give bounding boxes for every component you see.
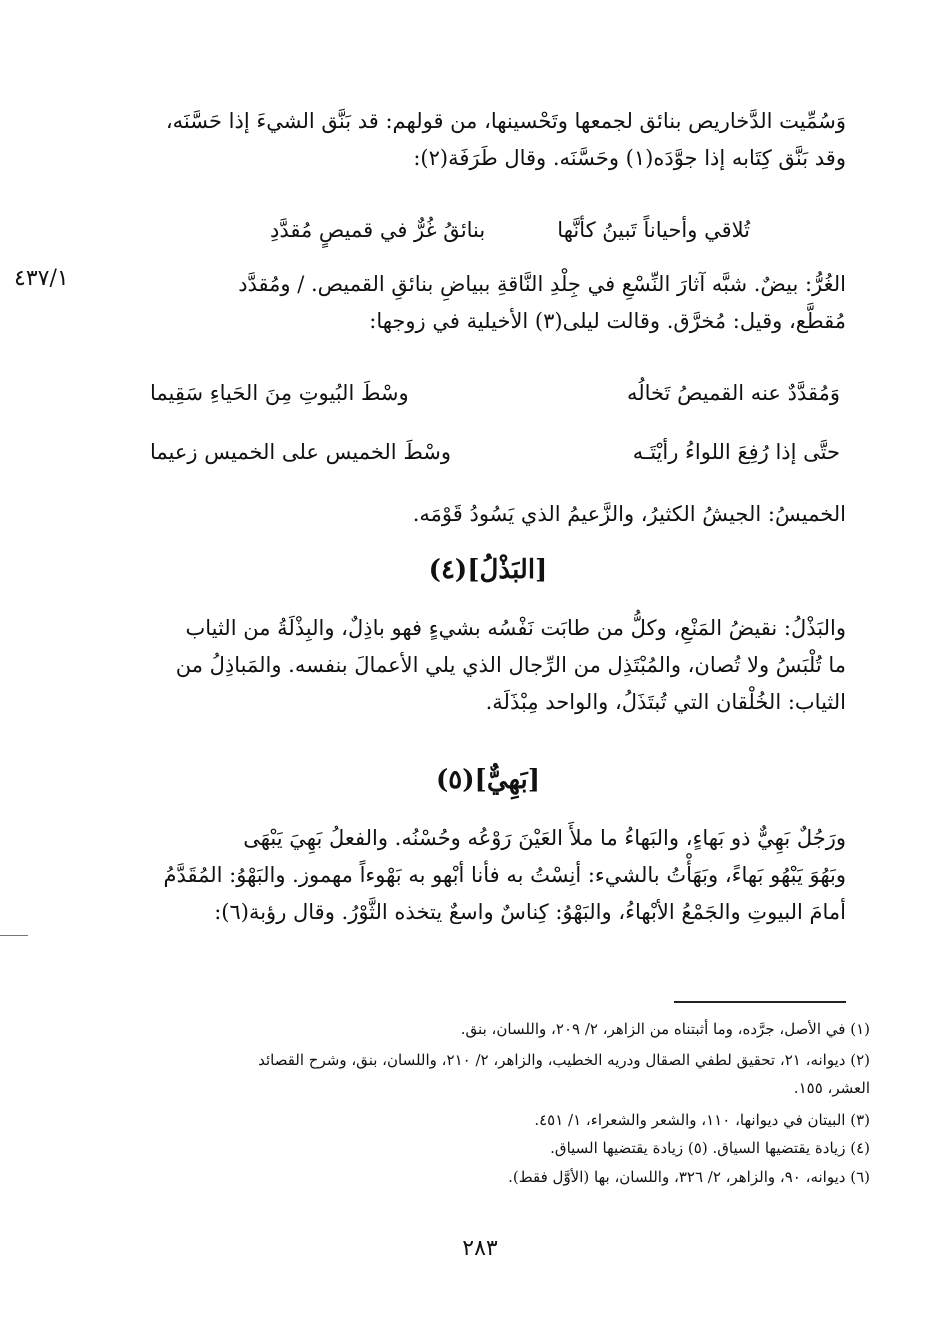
verse-second-hemistich: وسْطَ البُيوتِ مِنَ الحَياءِ سَقِيما — [150, 381, 409, 405]
verse-3 — [150, 434, 840, 470]
footnote-2-continued: العشر، ١٥٥. — [793, 1079, 870, 1097]
paragraph-5 — [130, 820, 846, 931]
text-line: مُقطَّع، وقيل: مُخرَّق. وقالت ليلى(٣) الأخيلية في زوجها: — [369, 309, 846, 333]
verse-first-hemistich: حتَّى إذا رُفِعَ اللواءُ رأيْتَـه — [632, 440, 840, 464]
verse-second-hemistich: وسْطَ الخميس على الخميس زعيما — [150, 440, 451, 464]
verse-second-hemistich: بنائقُ غُرٌّ في قميصٍ مُقدَّدِ — [270, 218, 486, 242]
verse-1 — [270, 212, 750, 248]
footnote-3: (٣) البيتان في ديوانها، ١١٠، والشعر والشعراء، ١/ ٤٥١. — [534, 1111, 870, 1129]
text-line: وَسُمِّيت الدَّخاريص بنائق لجمعها وتَحْسينها، من قولهم: قد بَنَّق الشيءَ إذا حَسَّنَه، — [165, 109, 846, 133]
text-line: وبَهُوَ يَبْهُو بَهاءً، وبَهَأْتُ بالشيء: أنِسْتُ به فأنا أبْهو به بَهْوءاً مهموز. والبَهْوُ: المُقَدَّمُ — [163, 863, 846, 887]
footnote-6: (٦) ديوانه، ٩٠، والزاهر، ٢/ ٣٢٦، واللسان، بها (الأوَّل فقط). — [508, 1168, 870, 1186]
text-line: الخميسُ: الجيشُ الكثيرُ، والزَّعيمُ الذي يَسُودُ قَوْمَه. — [412, 502, 846, 526]
paragraph-4 — [130, 610, 846, 721]
text-line: الثياب: الخُلْقان التي تُبتَذَلُ، والواحد مِبْذَلَة. — [485, 690, 846, 714]
margin-reference: ٤٣٧/١ — [14, 266, 69, 291]
text-line: والبَذْلُ: نقيضُ المَنْعِ، وكلُّ من طابَت نَفْسُه بشيءٍ فهو باذِلٌ، والبِذْلَةُ من الثياب — [185, 616, 846, 640]
footnote-separator — [674, 1001, 846, 1003]
paragraph-2 — [130, 266, 846, 340]
verse-2 — [150, 375, 840, 411]
paragraph-1 — [130, 103, 846, 177]
verse-first-hemistich: وَمُقدَّدٌ عنه القميصُ تَخالُه — [626, 381, 840, 405]
entry-heading-bahiy: [بَهِيٌّ](٥) — [435, 765, 541, 795]
text-line: أمامَ البيوتِ والجَمْعُ الأبْهاءُ، والبَهْوُ: كِناسٌ واسعٌ يتخذه الثَّوْرُ. وقال رؤبة(٦): — [214, 900, 846, 924]
paragraph-3 — [130, 496, 846, 533]
text-line: ما تُلْبَسُ ولا تُصان، والمُبْتَذِل من الرِّجال الذي يلي الأعمالَ بنفسه. والمَباذِلُ من — [175, 653, 846, 677]
scan-edge-mark — [0, 935, 28, 936]
footnote-2: (٢) ديوانه، ٢١، تحقيق لطفي الصقال ودريه الخطيب، والزاهر، ٢/ ٢١٠، واللسان، بنق، وشرح القصائد — [258, 1051, 870, 1069]
footnotes-4-5: (٤) زيادة يقتضيها السياق. (٥) زيادة يقتضيها السياق. — [550, 1139, 870, 1157]
entry-heading-badhl: [البَذْلُ](٤) — [428, 555, 548, 585]
verse-first-hemistich: تُلاقي وأحياناً تَبينُ كأنَّها — [557, 218, 750, 242]
text-line: وقد بَنَّق كِتَابه إذا جوَّدَه(١) وحَسَّنَه. وقال طَرَفَة(٢): — [413, 146, 846, 170]
text-line: الغُرُّ: بيضٌ. شبَّه آثارَ النِّسْعِ في جِلْدِ النَّاقةِ ببياضِ بنائقِ القميص. / ومُقدَّد — [238, 272, 846, 296]
page-number: ٢٨٣ — [462, 1236, 498, 1261]
footnote-1: (١) في الأصل، جرَّده، وما أثبتناه من الزاهر، ٢/ ٢٠٩، واللسان، بنق. — [460, 1020, 870, 1038]
text-line: ورَجُلٌ بَهِيٌّ ذو بَهاءٍ، والبَهاءُ ما ملأَ العَيْنَ رَوْعُه وحُسْنُه. والفعلُ بَهِيَ يَبْهَى — [243, 826, 846, 850]
